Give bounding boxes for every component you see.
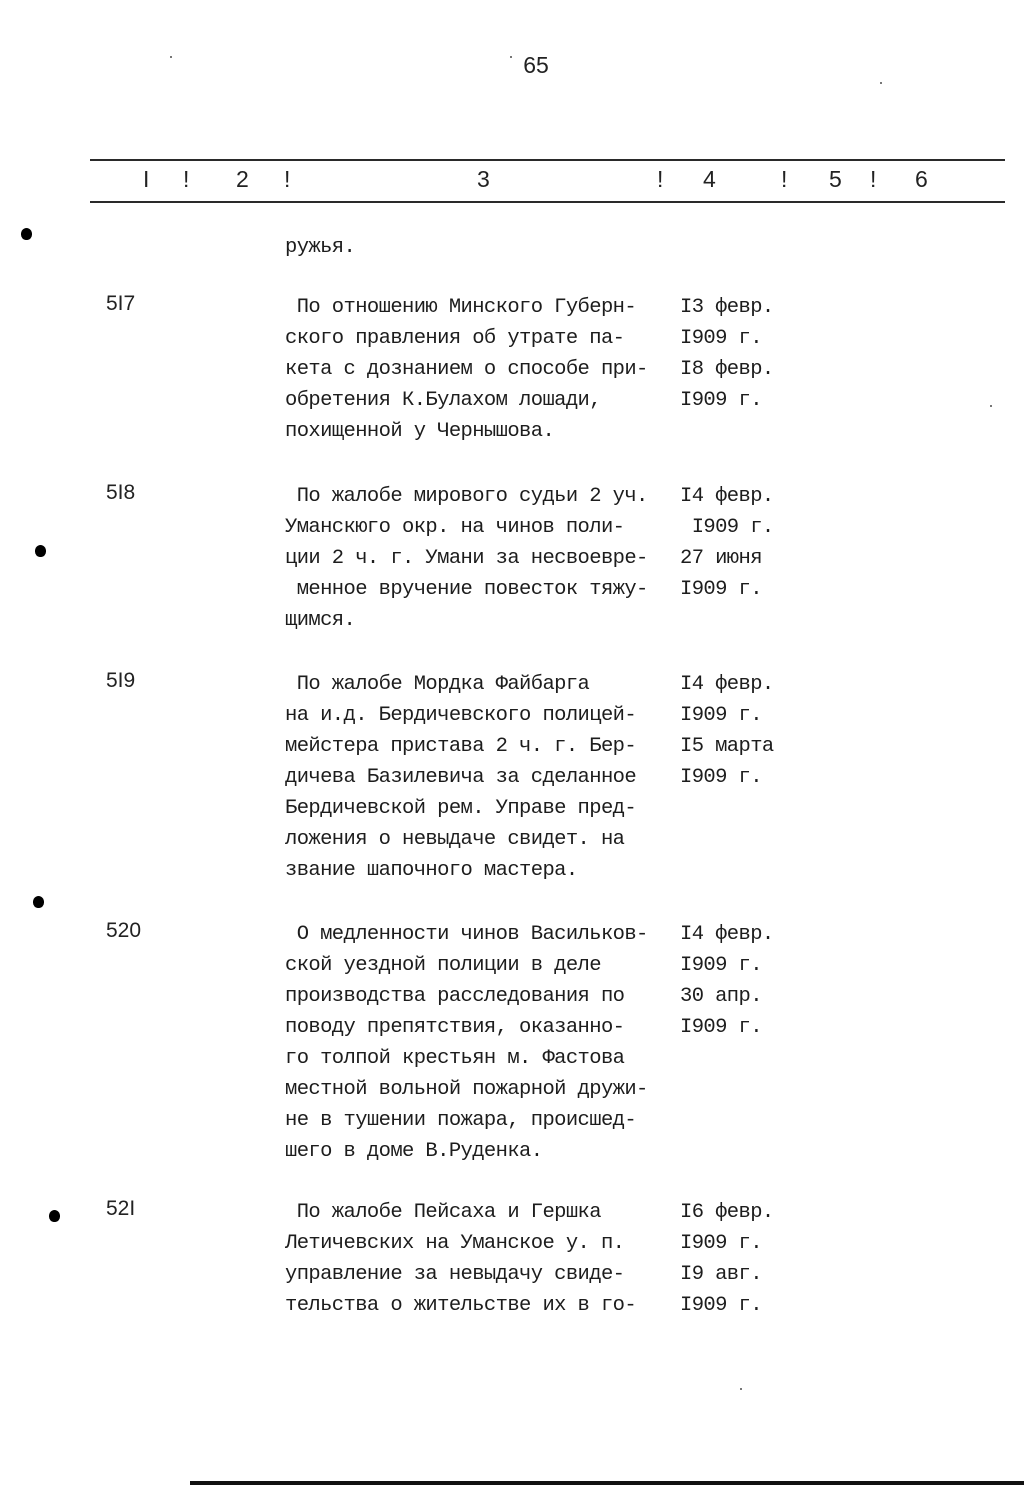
date-line: I909 г. (680, 1016, 762, 1039)
description-line: шего в доме В.Руденка. (285, 1140, 543, 1163)
date-line: I909 г. (680, 1294, 762, 1317)
description-line: не в тушении пожара, происшед- (285, 1109, 637, 1132)
entry-number: 52I (106, 1197, 136, 1220)
column-6-label: 6 (915, 166, 928, 192)
date-line: 30 апр. (680, 985, 762, 1008)
description-line: По жалобе Пейсаха и Гершка (285, 1201, 601, 1224)
entry-number: 5I8 (106, 481, 136, 504)
entry-dates (680, 481, 800, 605)
date-line: I9 авг. (680, 1263, 762, 1286)
date-line: I909 г. (680, 578, 762, 601)
entry-description (285, 481, 685, 636)
date-line: I909 г. (680, 1232, 762, 1255)
continuation-text: ружья. (285, 236, 356, 259)
description-line: О медленности чинов Васильков- (285, 923, 648, 946)
entry-description (285, 669, 685, 886)
date-line: 27 июня (680, 547, 762, 570)
description-line: производства расследования по (285, 985, 625, 1008)
header-rule-top (90, 159, 1005, 161)
description-line: ской уездной полиции в деле (285, 954, 601, 977)
description-line: По отношению Минского Губерн- (285, 296, 637, 319)
column-separator: ! (657, 166, 664, 192)
column-separator: ! (183, 166, 190, 192)
description-line: мейстера пристава 2 ч. г. Бер- (285, 735, 637, 758)
punch-hole-mark (33, 896, 44, 908)
description-line: ции 2 ч. г. Умани за несвоевре- (285, 547, 648, 570)
description-line: Летичевских на Уманское у. п. (285, 1232, 625, 1255)
column-4-label: 4 (703, 166, 716, 192)
entry-number: 5I7 (106, 292, 136, 315)
description-line: похищенной у Чернышова. (285, 420, 555, 443)
punch-hole-mark (21, 228, 32, 240)
description-line: ложения о невыдаче свидет. на (285, 828, 625, 851)
punch-hole-mark (35, 545, 46, 557)
date-line: I3 февр. (680, 296, 774, 319)
date-line: I4 февр. (680, 673, 774, 696)
description-line: По жалобе мирового судьи 2 уч. (285, 485, 648, 508)
description-line: на и.д. Бердичевского полицей- (285, 704, 637, 727)
entry-dates (680, 669, 800, 793)
scan-speck (170, 56, 172, 58)
entry-description (285, 919, 685, 1167)
description-line: обретения К.Булахом лошади, (285, 389, 601, 412)
date-line: I909 г. (680, 327, 762, 350)
column-3-label: 3 (477, 166, 490, 192)
date-line: I4 февр. (680, 923, 774, 946)
description-line: кета с дознанием о способе при- (285, 358, 648, 381)
description-line: Уманскюго окр. на чинов поли- (285, 516, 625, 539)
date-line: I909 г. (680, 954, 762, 977)
scan-speck (510, 56, 512, 58)
date-line: I6 февр. (680, 1201, 774, 1224)
column-separator: ! (284, 166, 291, 192)
date-line: I909 г. (680, 389, 762, 412)
scan-speck (880, 82, 882, 84)
date-line: I909 г. (680, 516, 774, 539)
description-line: ского правления об утрате па- (285, 327, 625, 350)
date-line: I909 г. (680, 704, 762, 727)
scan-speck (740, 1388, 742, 1390)
column-1-label: I (143, 166, 150, 192)
entry-description (285, 1197, 685, 1321)
description-line: местной вольной пожарной дружи- (285, 1078, 648, 1101)
date-line: I909 г. (680, 766, 762, 789)
description-line: Бердичевской рем. Управе пред- (285, 797, 637, 820)
date-line: I8 февр. (680, 358, 774, 381)
description-line: поводу препятствия, оказанно- (285, 1016, 625, 1039)
column-5-label: 5 (829, 166, 842, 192)
punch-hole-mark (49, 1210, 60, 1222)
page-bottom-edge (190, 1481, 1024, 1485)
entry-number: 520 (106, 919, 142, 942)
column-separator: ! (870, 166, 877, 192)
entry-number: 5I9 (106, 669, 136, 692)
column-separator: ! (781, 166, 788, 192)
description-line: го толпой крестьян м. Фастова (285, 1047, 625, 1070)
description-line: управление за невыдачу свиде- (285, 1263, 625, 1286)
description-line: менное вручение повесток тяжу- (285, 578, 648, 601)
header-rule-bottom (90, 201, 1005, 203)
description-line: дичева Базилевича за сделанное (285, 766, 637, 789)
description-line: звание шапочного мастера. (285, 859, 578, 882)
description-line: По жалобе Мордка Файбарга (285, 673, 590, 696)
description-line: тельства о жительстве их в го- (285, 1294, 637, 1317)
entry-description (285, 292, 685, 447)
description-line: щимся. (285, 609, 356, 632)
column-2-label: 2 (236, 166, 249, 192)
entry-dates (680, 292, 800, 416)
scan-speck (990, 405, 992, 407)
page-number: 65 (523, 52, 549, 78)
entry-dates (680, 1197, 800, 1321)
date-line: I5 марта (680, 735, 774, 758)
date-line: I4 февр. (680, 485, 774, 508)
entry-dates (680, 919, 800, 1043)
